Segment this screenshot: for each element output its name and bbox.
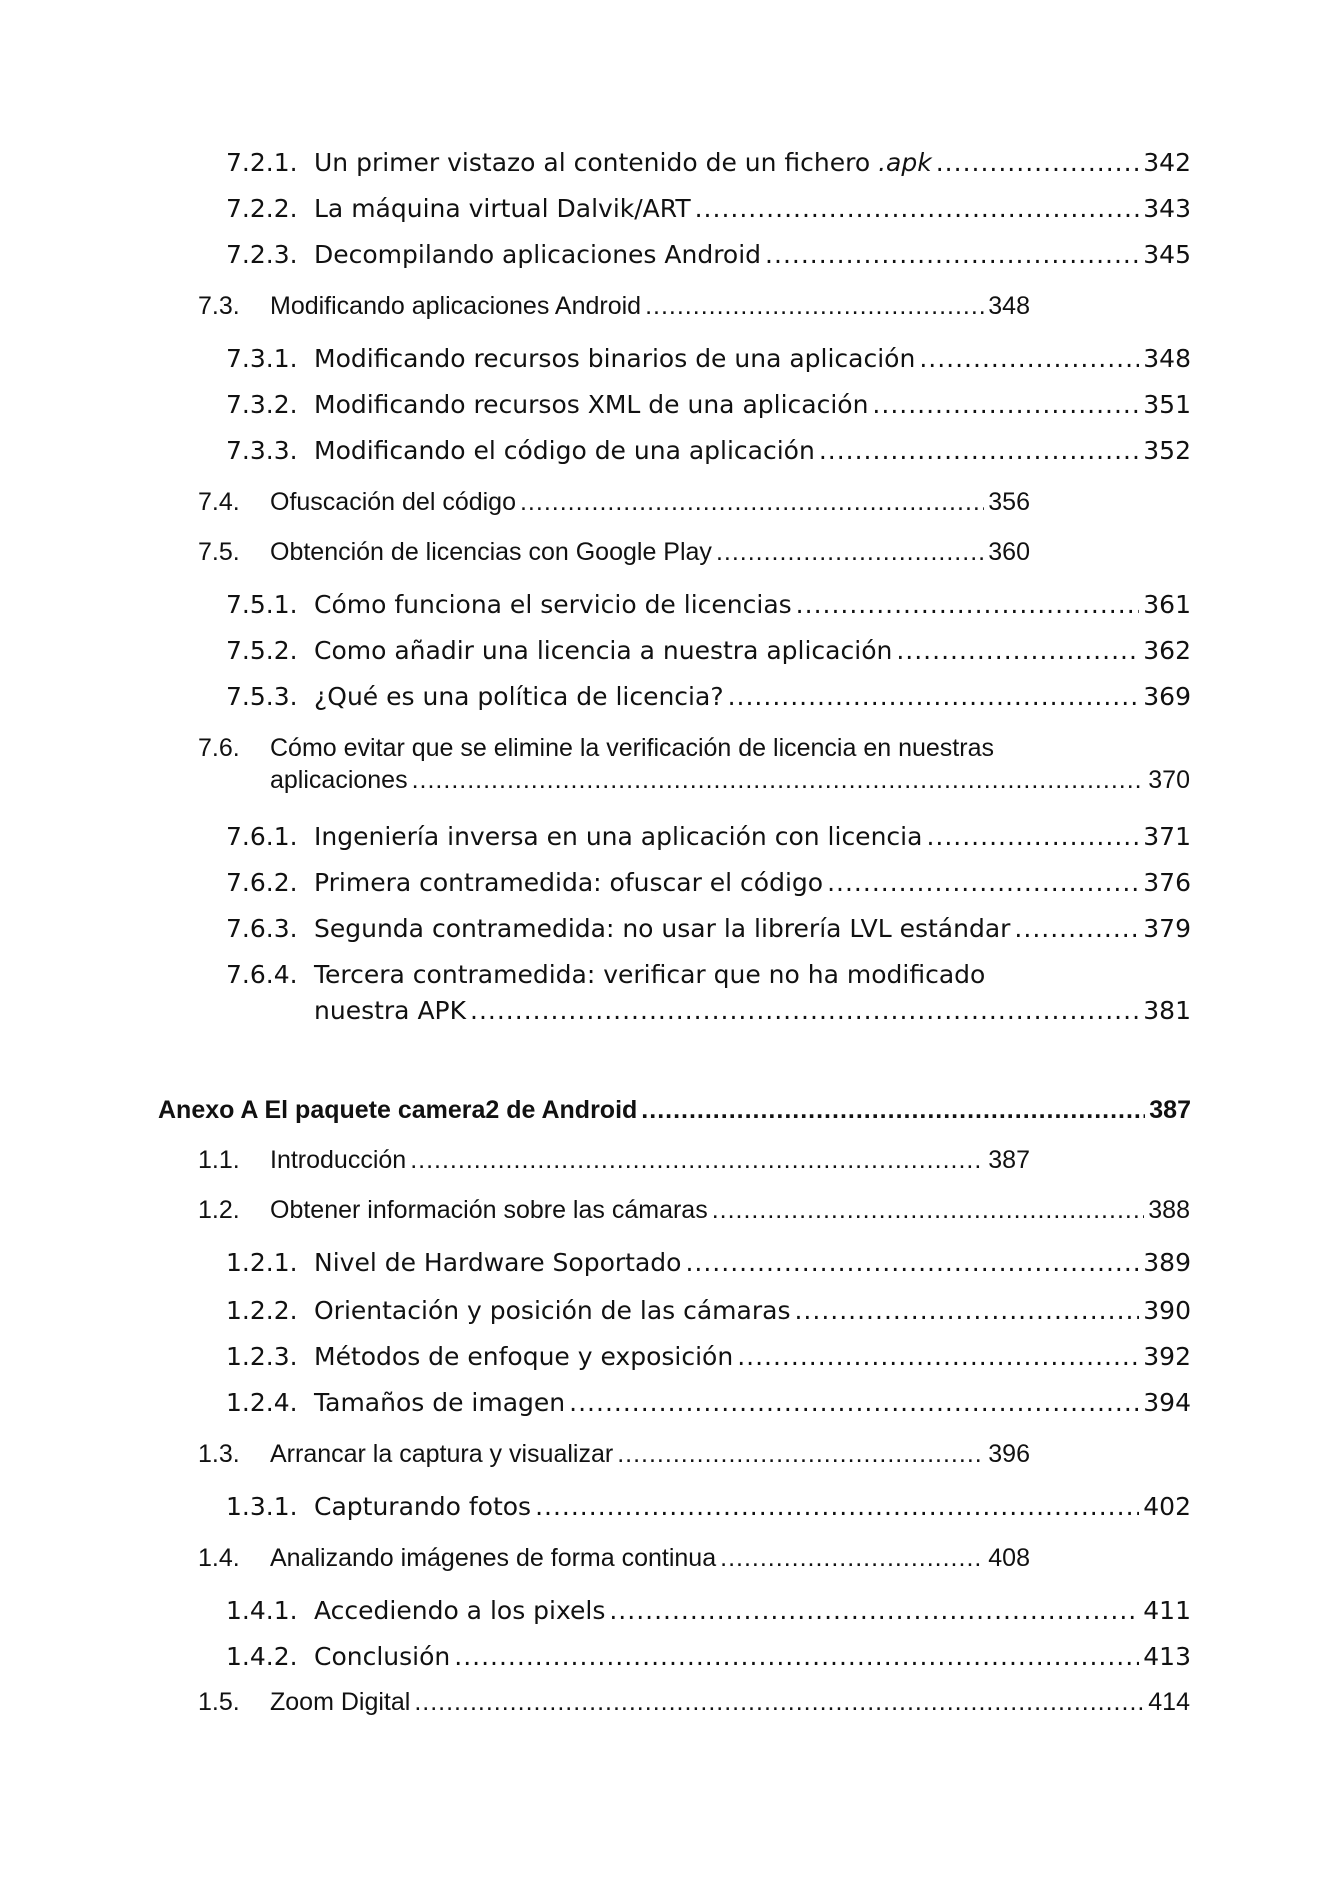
toc-entry-1-2-2[interactable] bbox=[226, 1296, 1191, 1325]
toc-leader bbox=[794, 1296, 1139, 1325]
toc-page-number: 413 bbox=[1143, 1642, 1191, 1671]
toc-leader bbox=[896, 636, 1139, 665]
toc-label: Conclusión bbox=[314, 1642, 451, 1671]
toc-number: 1.2. bbox=[198, 1196, 240, 1224]
toc-page-number: 414 bbox=[1148, 1688, 1190, 1716]
toc-number: 1.3.1. bbox=[226, 1492, 298, 1521]
toc-entry-7-3-3[interactable] bbox=[226, 436, 1191, 465]
toc-page-number: 356 bbox=[988, 488, 1030, 516]
toc-entry-1-5[interactable] bbox=[198, 1688, 1190, 1717]
toc-page-number: 351 bbox=[1143, 390, 1191, 419]
toc-leader bbox=[641, 1096, 1145, 1125]
toc-leader bbox=[819, 436, 1139, 465]
toc-page-number: 360 bbox=[988, 538, 1030, 566]
toc-number: 7.2.1. bbox=[226, 148, 298, 177]
toc-label: Anexo A El paquete camera2 de Android bbox=[158, 1096, 638, 1124]
toc-label: Orientación y posición de las cámaras bbox=[314, 1296, 791, 1325]
toc-entry-7-6-1[interactable] bbox=[226, 822, 1191, 851]
toc-number: 7.3.3. bbox=[226, 436, 298, 465]
toc-entry-7-3-1[interactable] bbox=[226, 344, 1191, 373]
toc-leader bbox=[872, 390, 1139, 419]
toc-page-number: 345 bbox=[1143, 240, 1191, 269]
toc-number: 7.5.3. bbox=[226, 682, 298, 711]
toc-page-number: 342 bbox=[1143, 148, 1191, 177]
toc-leader bbox=[569, 1388, 1139, 1417]
toc-label-line2: aplicaciones bbox=[270, 766, 408, 794]
toc-page-number: 370 bbox=[1148, 766, 1190, 794]
toc-page-number: 361 bbox=[1143, 590, 1191, 619]
toc-entry-1-4-1[interactable] bbox=[226, 1596, 1191, 1625]
toc-label: Arrancar la captura y visualizar bbox=[270, 1440, 614, 1468]
toc-page-number: 348 bbox=[1143, 344, 1191, 373]
toc-number: 7.6.3. bbox=[226, 914, 298, 943]
toc-label: La máquina virtual Dalvik/ART bbox=[314, 194, 691, 223]
toc-label-line1: Cómo evitar que se elimine la verificación de licencia en nuestras bbox=[270, 734, 994, 762]
toc-number: 1.3. bbox=[198, 1440, 240, 1468]
toc-label: Cómo funciona el servicio de licencias bbox=[314, 590, 792, 619]
toc-entry-1-2[interactable] bbox=[198, 1196, 1190, 1225]
toc-number: 1.2.4. bbox=[226, 1388, 298, 1417]
toc-leader bbox=[645, 292, 984, 321]
toc-leader bbox=[728, 682, 1140, 711]
toc-label: Modificando recursos XML de una aplicación bbox=[314, 390, 869, 419]
toc-label: Primera contramedida: ofuscar el código bbox=[314, 868, 824, 897]
toc-label: Accediendo a los pixels bbox=[314, 1596, 606, 1625]
toc-label: Capturando fotos bbox=[314, 1492, 532, 1521]
toc-label: Modificando recursos binarios de una aplicación bbox=[314, 344, 916, 373]
toc-page-number: 343 bbox=[1143, 194, 1191, 223]
toc-page-number: 392 bbox=[1143, 1342, 1191, 1371]
toc-label: Obtención de licencias con Google Play bbox=[270, 538, 712, 566]
toc-label: Introducción bbox=[270, 1146, 407, 1174]
toc-label-line1: Tercera contramedida: verificar que no ha modificado bbox=[314, 960, 986, 989]
toc-entry-1-4-2[interactable] bbox=[226, 1642, 1191, 1671]
toc-leader bbox=[412, 766, 1145, 795]
toc-page-number: 389 bbox=[1143, 1248, 1191, 1277]
toc-leader bbox=[936, 148, 1140, 177]
toc-number: 1.2.2. bbox=[226, 1296, 298, 1325]
toc-leader bbox=[414, 1688, 1144, 1717]
toc-entry-7-2-3[interactable] bbox=[226, 240, 1191, 269]
toc-entry-anexo-a[interactable] bbox=[158, 1096, 1191, 1125]
toc-page-number: 387 bbox=[1149, 1096, 1191, 1124]
toc-number: 7.6.4. bbox=[226, 960, 298, 989]
toc-leader bbox=[737, 1342, 1139, 1371]
toc-number: 7.3.1. bbox=[226, 344, 298, 373]
toc-page-number: 396 bbox=[988, 1440, 1030, 1468]
toc-page-number: 381 bbox=[1143, 996, 1191, 1025]
toc-leader bbox=[919, 344, 1139, 373]
toc-label: Nivel de Hardware Soportado bbox=[314, 1248, 682, 1277]
toc-entry-7-5-2[interactable] bbox=[226, 636, 1191, 665]
toc-number: 1.2.1. bbox=[226, 1248, 298, 1277]
toc-entry-7-6-3[interactable] bbox=[226, 914, 1191, 943]
toc-page-number: 408 bbox=[988, 1544, 1030, 1572]
toc-label: Ingeniería inversa en una aplicación con licencia bbox=[314, 822, 923, 851]
toc-entry-1-2-1[interactable] bbox=[226, 1248, 1191, 1277]
toc-number: 7.3. bbox=[198, 292, 240, 320]
toc-page-number: 352 bbox=[1143, 436, 1191, 465]
toc-entry-7-6-4[interactable] bbox=[226, 960, 1191, 1032]
toc-leader bbox=[454, 1642, 1139, 1671]
toc-label: Analizando imágenes de forma continua bbox=[270, 1544, 717, 1572]
toc-label: ¿Qué es una política de licencia? bbox=[314, 682, 724, 711]
toc-label: Ofuscación del código bbox=[270, 488, 516, 516]
toc-leader bbox=[410, 1146, 984, 1175]
toc-leader bbox=[685, 1248, 1139, 1277]
toc-leader bbox=[765, 240, 1139, 269]
toc-label: Zoom Digital bbox=[270, 1688, 411, 1716]
toc-number: 1.4. bbox=[198, 1544, 240, 1572]
toc-page-number: 362 bbox=[1143, 636, 1191, 665]
toc-number: 7.5. bbox=[198, 538, 240, 566]
toc-leader bbox=[695, 194, 1140, 223]
toc-label: Modificando el código de una aplicación bbox=[314, 436, 815, 465]
toc-number: 1.5. bbox=[198, 1688, 240, 1716]
toc-label: Un primer vistazo al contenido de un fichero .apk bbox=[314, 148, 932, 177]
toc-number: 1.1. bbox=[198, 1146, 240, 1174]
toc-page-number: 348 bbox=[988, 292, 1030, 320]
toc-page-number: 390 bbox=[1143, 1296, 1191, 1325]
toc-entry-1-3[interactable] bbox=[198, 1440, 1030, 1469]
toc-page-number: 371 bbox=[1143, 822, 1191, 851]
toc-entry-7-6-2[interactable] bbox=[226, 868, 1191, 897]
toc-entry-1-3-1[interactable] bbox=[226, 1492, 1191, 1521]
toc-number: 7.3.2. bbox=[226, 390, 298, 419]
toc-entry-7-3-2[interactable] bbox=[226, 390, 1191, 419]
toc-entry-1-2-4[interactable] bbox=[226, 1388, 1191, 1417]
toc-page-number: 376 bbox=[1143, 868, 1191, 897]
toc-leader bbox=[796, 590, 1140, 619]
toc-label: Obtener información sobre las cámaras bbox=[270, 1196, 708, 1224]
toc-page-number: 411 bbox=[1143, 1596, 1191, 1625]
toc-number: 1.4.1. bbox=[226, 1596, 298, 1625]
toc-label: Segunda contramedida: no usar la librería LVL estándar bbox=[314, 914, 1011, 943]
toc-number: 1.2.3. bbox=[226, 1342, 298, 1371]
toc-leader bbox=[827, 868, 1139, 897]
toc-entry-7-2-2[interactable] bbox=[226, 194, 1191, 223]
toc-label: Decompilando aplicaciones Android bbox=[314, 240, 762, 269]
toc-leader bbox=[617, 1440, 984, 1469]
toc-number: 7.2.3. bbox=[226, 240, 298, 269]
toc-label: Como añadir una licencia a nuestra aplicación bbox=[314, 636, 893, 665]
toc-number: 7.6. bbox=[198, 734, 240, 762]
toc-label-line2: nuestra APK bbox=[314, 996, 467, 1025]
toc-entry-7-6[interactable] bbox=[198, 734, 1190, 798]
toc-entry-1-2-3[interactable] bbox=[226, 1342, 1191, 1371]
toc-leader bbox=[535, 1492, 1139, 1521]
toc-number: 7.5.1. bbox=[226, 590, 298, 619]
toc-leader bbox=[1014, 914, 1139, 943]
toc-page-number: 388 bbox=[1148, 1196, 1190, 1224]
toc-entry-7-5[interactable] bbox=[198, 538, 1030, 567]
toc-leader bbox=[609, 1596, 1139, 1625]
toc-entry-1-1[interactable] bbox=[198, 1146, 1030, 1175]
toc-entry-7-3[interactable] bbox=[198, 292, 1030, 321]
toc-label: Modificando aplicaciones Android bbox=[270, 292, 642, 320]
toc-label: Métodos de enfoque y exposición bbox=[314, 1342, 734, 1371]
toc-leader bbox=[520, 488, 984, 517]
toc-entry-7-5-1[interactable] bbox=[226, 590, 1191, 619]
toc-leader bbox=[720, 1544, 984, 1573]
toc-page-number: 394 bbox=[1143, 1388, 1191, 1417]
toc-number: 1.4.2. bbox=[226, 1642, 298, 1671]
toc-page-number: 379 bbox=[1143, 914, 1191, 943]
toc-number: 7.6.1. bbox=[226, 822, 298, 851]
toc-number: 7.5.2. bbox=[226, 636, 298, 665]
toc-entry-7-5-3[interactable] bbox=[226, 682, 1191, 711]
toc-entry-1-4[interactable] bbox=[198, 1544, 1030, 1573]
toc-entry-7-2-1[interactable] bbox=[226, 148, 1191, 177]
toc-leader bbox=[716, 538, 984, 567]
toc-page-number: 387 bbox=[988, 1146, 1030, 1174]
toc-page-number: 369 bbox=[1143, 682, 1191, 711]
toc-page-number: 402 bbox=[1143, 1492, 1191, 1521]
toc-label: Tamaños de imagen bbox=[314, 1388, 566, 1417]
toc-number: 7.6.2. bbox=[226, 868, 298, 897]
toc-number: 7.2.2. bbox=[226, 194, 298, 223]
toc-entry-7-4[interactable] bbox=[198, 488, 1030, 517]
toc-leader bbox=[926, 822, 1139, 851]
toc-leader bbox=[470, 996, 1139, 1025]
toc-leader bbox=[712, 1196, 1145, 1225]
toc-number: 7.4. bbox=[198, 488, 240, 516]
